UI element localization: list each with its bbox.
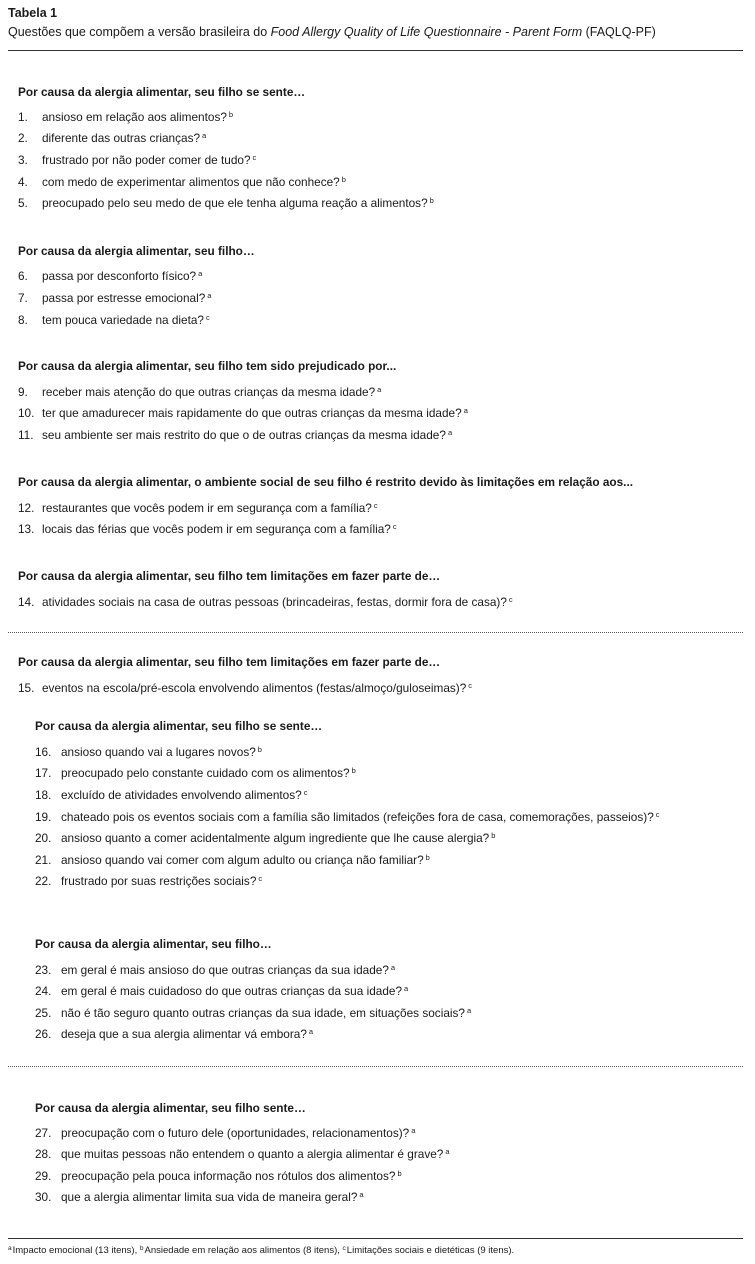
item-text: frustrado por suas restrições sociais?: [61, 874, 257, 888]
section-heading: Por causa da alergia alimentar, seu filho tem sido prejudicado por...: [18, 359, 397, 373]
item-domain-marker: c: [392, 522, 397, 531]
section-heading: Por causa da alergia alimentar, o ambiente social de seu filho é restrito devido às limitações em relação aos...: [18, 475, 633, 489]
item-number: 24.: [35, 984, 52, 998]
item-number: 19.: [35, 810, 52, 824]
item-number: 21.: [35, 853, 52, 867]
table-label: Tabela 1: [8, 6, 58, 20]
item-number: 12.: [18, 501, 35, 515]
question-item: [35, 984, 408, 998]
item-text: preocupação com o futuro dele (oportunidades, relacionamentos)?: [61, 1126, 410, 1140]
item-text: preocupado pelo constante cuidado com os alimentos?: [61, 766, 350, 780]
item-text: em geral é mais ansioso do que outras crianças da sua idade?: [61, 963, 389, 977]
question-item: [18, 428, 452, 442]
item-number: 15.: [18, 681, 35, 695]
question-item: [18, 196, 434, 210]
item-domain-marker: a: [404, 984, 409, 993]
footnote-marker: b: [139, 1245, 144, 1252]
footnote-text: Ansiedade em relação aos alimentos (8 itens),: [144, 1245, 343, 1256]
question-item: [18, 385, 381, 399]
section-heading: Por causa da alergia alimentar, seu filho se sente…: [18, 85, 306, 99]
item-domain-marker: a: [198, 269, 203, 278]
item-domain-marker: a: [463, 406, 468, 415]
item-number: 22.: [35, 874, 52, 888]
item-domain-marker: a: [466, 1006, 472, 1015]
item-domain-marker: a: [411, 1126, 416, 1135]
item-number: 9.: [18, 385, 28, 399]
question-item: [18, 313, 210, 327]
item-domain-marker: c: [206, 313, 210, 322]
item-domain-marker: c: [258, 874, 263, 883]
table-caption: [8, 25, 656, 39]
item-number: 8.: [18, 313, 28, 327]
item-text: preocupado pelo seu medo de que ele tenha alguma reação a alimentos?: [42, 196, 428, 210]
item-domain-marker: c: [373, 501, 378, 510]
item-domain-marker: c: [468, 681, 473, 690]
item-domain-marker: c: [508, 595, 513, 604]
item-text: em geral é mais cuidadoso do que outras crianças da sua idade?: [61, 984, 403, 998]
item-text: excluído de atividades envolvendo alimentos?: [61, 788, 302, 802]
item-number: 20.: [35, 831, 52, 845]
caption-suffix: (FAQLQ-PF): [582, 25, 656, 39]
footnote: [8, 1245, 514, 1256]
item-text: restaurantes que vocês podem ir em segurança com a família?: [42, 501, 372, 515]
item-number: 17.: [35, 766, 52, 780]
section-heading: Por causa da alergia alimentar, seu filho se sente…: [35, 719, 323, 733]
item-domain-marker: c: [303, 788, 308, 797]
question-item: [18, 681, 472, 695]
question-item: [35, 788, 307, 802]
item-number: 13.: [18, 522, 35, 536]
question-item: [18, 269, 202, 283]
item-number: 29.: [35, 1169, 52, 1183]
question-item: [18, 131, 206, 145]
footnote-text: Limitações sociais e dietéticas (9 itens).: [346, 1245, 515, 1256]
item-text: preocupação pela pouca informação nos rótulos dos alimentos?: [61, 1169, 396, 1183]
item-domain-marker: b: [228, 110, 234, 119]
question-item: [35, 853, 430, 867]
item-text: deseja que a sua alergia alimentar vá embora?: [61, 1027, 307, 1041]
question-item: [35, 1126, 415, 1140]
item-text: ansioso quanto a comer acidentalmente algum ingrediente que lhe cause alergia?: [61, 831, 490, 845]
item-domain-marker: a: [359, 1190, 364, 1199]
item-text: que a alergia alimentar limita sua vida de maneira geral?: [61, 1190, 358, 1204]
item-text: que muitas pessoas não entendem o quanto a alergia alimentar é grave?: [61, 1147, 444, 1161]
item-number: 16.: [35, 745, 52, 759]
item-domain-marker: a: [390, 963, 396, 972]
section-heading: Por causa da alergia alimentar, seu filho tem limitações em fazer parte de…: [18, 655, 441, 669]
item-text: não é tão seguro quanto outras crianças da sua idade, em situações sociais?: [61, 1006, 465, 1020]
item-domain-marker: a: [207, 291, 212, 300]
footnote-marker: a: [8, 1245, 12, 1252]
item-number: 1.: [18, 110, 28, 124]
item-domain-marker: a: [447, 428, 453, 437]
section-heading: Por causa da alergia alimentar, seu filho…: [18, 244, 255, 258]
question-item: [35, 1147, 450, 1161]
question-item: [18, 501, 378, 515]
dotted-rule: [8, 632, 743, 633]
question-item: [35, 1027, 313, 1041]
item-domain-marker: a: [377, 385, 382, 394]
item-domain-marker: a: [202, 131, 207, 140]
question-item: [35, 1190, 364, 1204]
item-domain-marker: b: [397, 1169, 402, 1178]
item-number: 18.: [35, 788, 52, 802]
item-text: tem pouca variedade na dieta?: [42, 313, 204, 327]
item-domain-marker: b: [429, 196, 434, 205]
item-number: 27.: [35, 1126, 52, 1140]
item-text: receber mais atenção do que outras crianças da mesma idade?: [42, 385, 376, 399]
question-item: [18, 291, 211, 305]
section-heading: Por causa da alergia alimentar, seu filho tem limitações em fazer parte de…: [18, 569, 441, 583]
item-number: 11.: [18, 428, 34, 442]
item-text: passa por desconforto físico?: [42, 269, 197, 283]
question-item: [18, 522, 397, 536]
item-number: 26.: [35, 1027, 52, 1041]
item-domain-marker: b: [351, 766, 356, 775]
item-text: ansioso quando vai comer com algum adulto ou criança não familiar?: [61, 853, 424, 867]
item-text: locais das férias que vocês podem ir em segurança com a família?: [42, 522, 391, 536]
item-number: 7.: [18, 291, 28, 305]
section-heading: Por causa da alergia alimentar, seu filho…: [35, 937, 272, 951]
item-domain-marker: b: [491, 831, 496, 840]
item-domain-marker: a: [445, 1147, 450, 1156]
item-number: 5.: [18, 196, 28, 210]
bottom-rule: [8, 1238, 743, 1239]
item-text: eventos na escola/pré-escola envolvendo alimentos (festas/almoço/guloseimas)?: [42, 681, 467, 695]
item-domain-marker: b: [425, 853, 430, 862]
caption-italic: Food Allergy Quality of Life Questionnaire - Parent Form: [270, 25, 583, 39]
question-item: [18, 153, 256, 167]
question-item: [18, 175, 346, 189]
question-item: [18, 406, 468, 420]
item-text: atividades sociais na casa de outras pessoas (brincadeiras, festas, dormir fora de casa)?: [42, 595, 507, 609]
question-item: [35, 1006, 471, 1020]
item-domain-marker: c: [655, 810, 660, 819]
top-rule: [8, 50, 743, 51]
item-text: passa por estresse emocional?: [42, 291, 206, 305]
footnote-text: Impacto emocional (13 itens),: [12, 1245, 140, 1256]
item-number: 10.: [18, 406, 35, 420]
item-domain-marker: b: [341, 175, 346, 184]
question-item: [18, 595, 513, 609]
question-item: [18, 110, 233, 124]
footnote-marker: c: [342, 1245, 346, 1252]
item-number: 3.: [18, 153, 28, 167]
question-item: [35, 745, 262, 759]
item-domain-marker: c: [252, 153, 257, 162]
item-domain-marker: b: [257, 745, 262, 754]
question-item: [35, 874, 262, 888]
section-heading: Por causa da alergia alimentar, seu filho sente…: [35, 1101, 306, 1115]
item-domain-marker: a: [308, 1027, 314, 1036]
question-item: [35, 831, 495, 845]
item-text: chateado pois os eventos sociais com a família são limitados (refeições fora de casa, comemorações, passeios)?: [61, 810, 654, 824]
question-item: [35, 1169, 402, 1183]
item-number: 23.: [35, 963, 52, 977]
question-item: [35, 810, 660, 824]
item-number: 14.: [18, 595, 35, 609]
item-number: 30.: [35, 1190, 52, 1204]
item-text: ter que amadurecer mais rapidamente do que outras crianças da mesma idade?: [42, 406, 462, 420]
item-text: frustrado por não poder comer de tudo?: [42, 153, 251, 167]
item-number: 25.: [35, 1006, 52, 1020]
item-number: 28.: [35, 1147, 52, 1161]
item-text: ansioso quando vai a lugares novos?: [61, 745, 256, 759]
caption-text: Questões que compõem a versão brasileira do: [8, 25, 271, 39]
question-item: [35, 766, 356, 780]
item-text: seu ambiente ser mais restrito do que o de outras crianças da mesma idade?: [42, 428, 446, 442]
question-item: [35, 963, 395, 977]
dotted-rule: [8, 1066, 743, 1067]
item-number: 2.: [18, 131, 28, 145]
item-number: 6.: [18, 269, 28, 283]
item-text: ansioso em relação aos alimentos?: [42, 110, 227, 124]
item-number: 4.: [18, 175, 28, 189]
item-text: com medo de experimentar alimentos que não conhece?: [42, 175, 340, 189]
item-text: diferente das outras crianças?: [42, 131, 201, 145]
